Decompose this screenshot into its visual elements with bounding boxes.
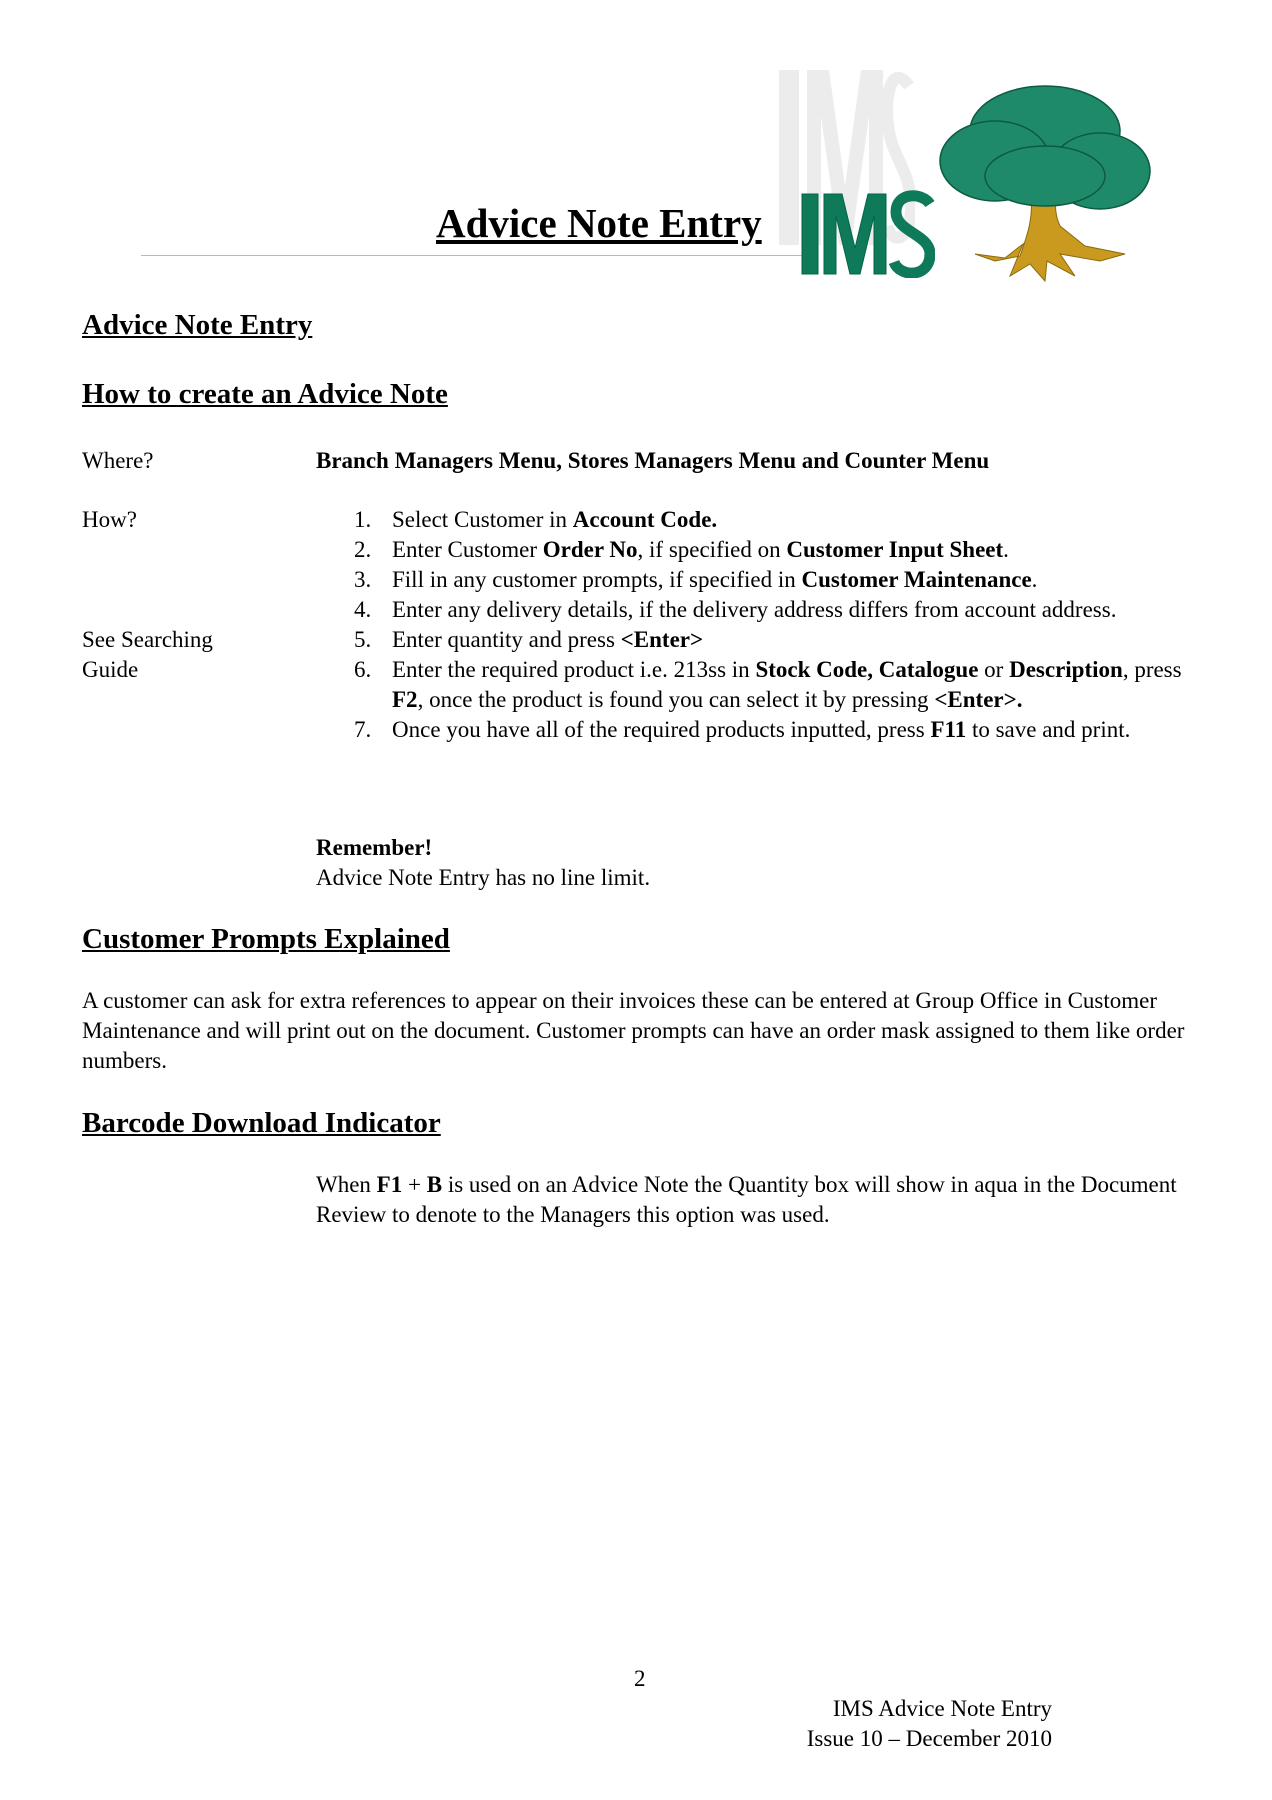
steps-list: [316, 505, 1216, 745]
step-bold: Customer Maintenance: [801, 567, 1032, 592]
step-text: Fill in any customer prompts, if specified in: [392, 567, 802, 592]
step-number: 7.: [354, 717, 372, 742]
step-text: Once you have all of the required products inputted, press: [392, 717, 931, 742]
text: When: [316, 1172, 377, 1197]
section-heading-advice-note-entry: Advice Note Entry: [82, 309, 313, 341]
ims-logo-text: [800, 190, 935, 278]
section-heading-customer-prompts: Customer Prompts Explained: [82, 923, 450, 955]
step-number: 5.: [354, 627, 372, 652]
see-line-2: Guide: [82, 657, 139, 682]
step-bold: Description: [1009, 657, 1123, 682]
step-bold: <Enter>.: [934, 687, 1023, 712]
step-text: .: [1003, 537, 1009, 562]
step-text: to save and print.: [966, 717, 1131, 742]
header-divider: [141, 255, 811, 256]
key-f1: F1: [376, 1172, 403, 1197]
step-text: Enter the required product i.e. 213ss in: [392, 657, 756, 682]
page-title: Advice Note Entry: [436, 200, 762, 246]
step-text: Select Customer in: [392, 507, 573, 532]
footer-line-1: IMS Advice Note Entry: [832, 1696, 1052, 1721]
footer-line-2: Issue 10 – December 2010: [806, 1726, 1052, 1751]
see-searching-label: [82, 625, 302, 685]
step-text: Enter quantity and press: [392, 627, 621, 652]
step-text: Enter any delivery details, if the delivery address differs from account address.: [392, 597, 1117, 622]
step-bold: Customer Input Sheet: [786, 537, 1004, 562]
step-text: or: [978, 657, 1010, 682]
list-item: [316, 565, 1216, 595]
how-label: How?: [82, 507, 137, 532]
where-value: Branch Managers Menu, Stores Managers Menu and Counter Menu: [316, 448, 990, 473]
tree-logo-icon: [935, 76, 1155, 286]
key-b: B: [426, 1172, 443, 1197]
step-text: Enter Customer: [392, 537, 543, 562]
step-bold: <Enter>: [620, 627, 704, 652]
step-bold: Stock Code, Catalogue: [755, 657, 979, 682]
step-number: 3.: [354, 567, 372, 592]
step-number: 2.: [354, 537, 372, 562]
step-number: 4.: [354, 597, 372, 622]
text: is used on an Advice Note the Quantity box will show in aqua in the Document Review to denote to the Managers this option was used.: [316, 1172, 1177, 1227]
list-item: [316, 625, 1216, 655]
step-text: , if specified on: [637, 537, 787, 562]
step-number: 1.: [354, 507, 372, 532]
remember-title: Remember!: [316, 835, 433, 860]
step-bold: F2: [392, 687, 418, 712]
section-heading-how-to-create: How to create an Advice Note: [82, 378, 448, 410]
step-text: , press: [1122, 657, 1182, 682]
step-number: 6.: [354, 657, 372, 682]
list-item: [316, 595, 1216, 625]
remember-note: [316, 833, 650, 893]
list-item: [316, 715, 1216, 745]
list-item: [316, 655, 1216, 715]
page-number: 2: [634, 1666, 646, 1691]
step-text: .: [1031, 567, 1038, 592]
step-bold: Account Code.: [572, 507, 718, 532]
step-text: , once the product is found you can select it by pressing: [417, 687, 935, 712]
see-line-1: See Searching: [82, 627, 213, 652]
section-heading-barcode: Barcode Download Indicator: [82, 1107, 441, 1139]
footer-info: [807, 1694, 1052, 1754]
list-item: [316, 505, 1216, 535]
customer-prompts-paragraph: A customer can ask for extra references to appear on their invoices these can be entered at Group Office in Customer Maintenance and will print out on the document. Customer prompts can have an order mask assigned to them like order numbers.: [82, 988, 1185, 1073]
barcode-paragraph: [316, 1170, 1196, 1230]
where-label: Where?: [82, 448, 154, 473]
step-bold: F11: [930, 717, 967, 742]
remember-text: Advice Note Entry has no line limit.: [316, 865, 651, 890]
step-bold: Order No: [542, 537, 638, 562]
text: +: [402, 1172, 427, 1197]
list-item: [316, 535, 1216, 565]
